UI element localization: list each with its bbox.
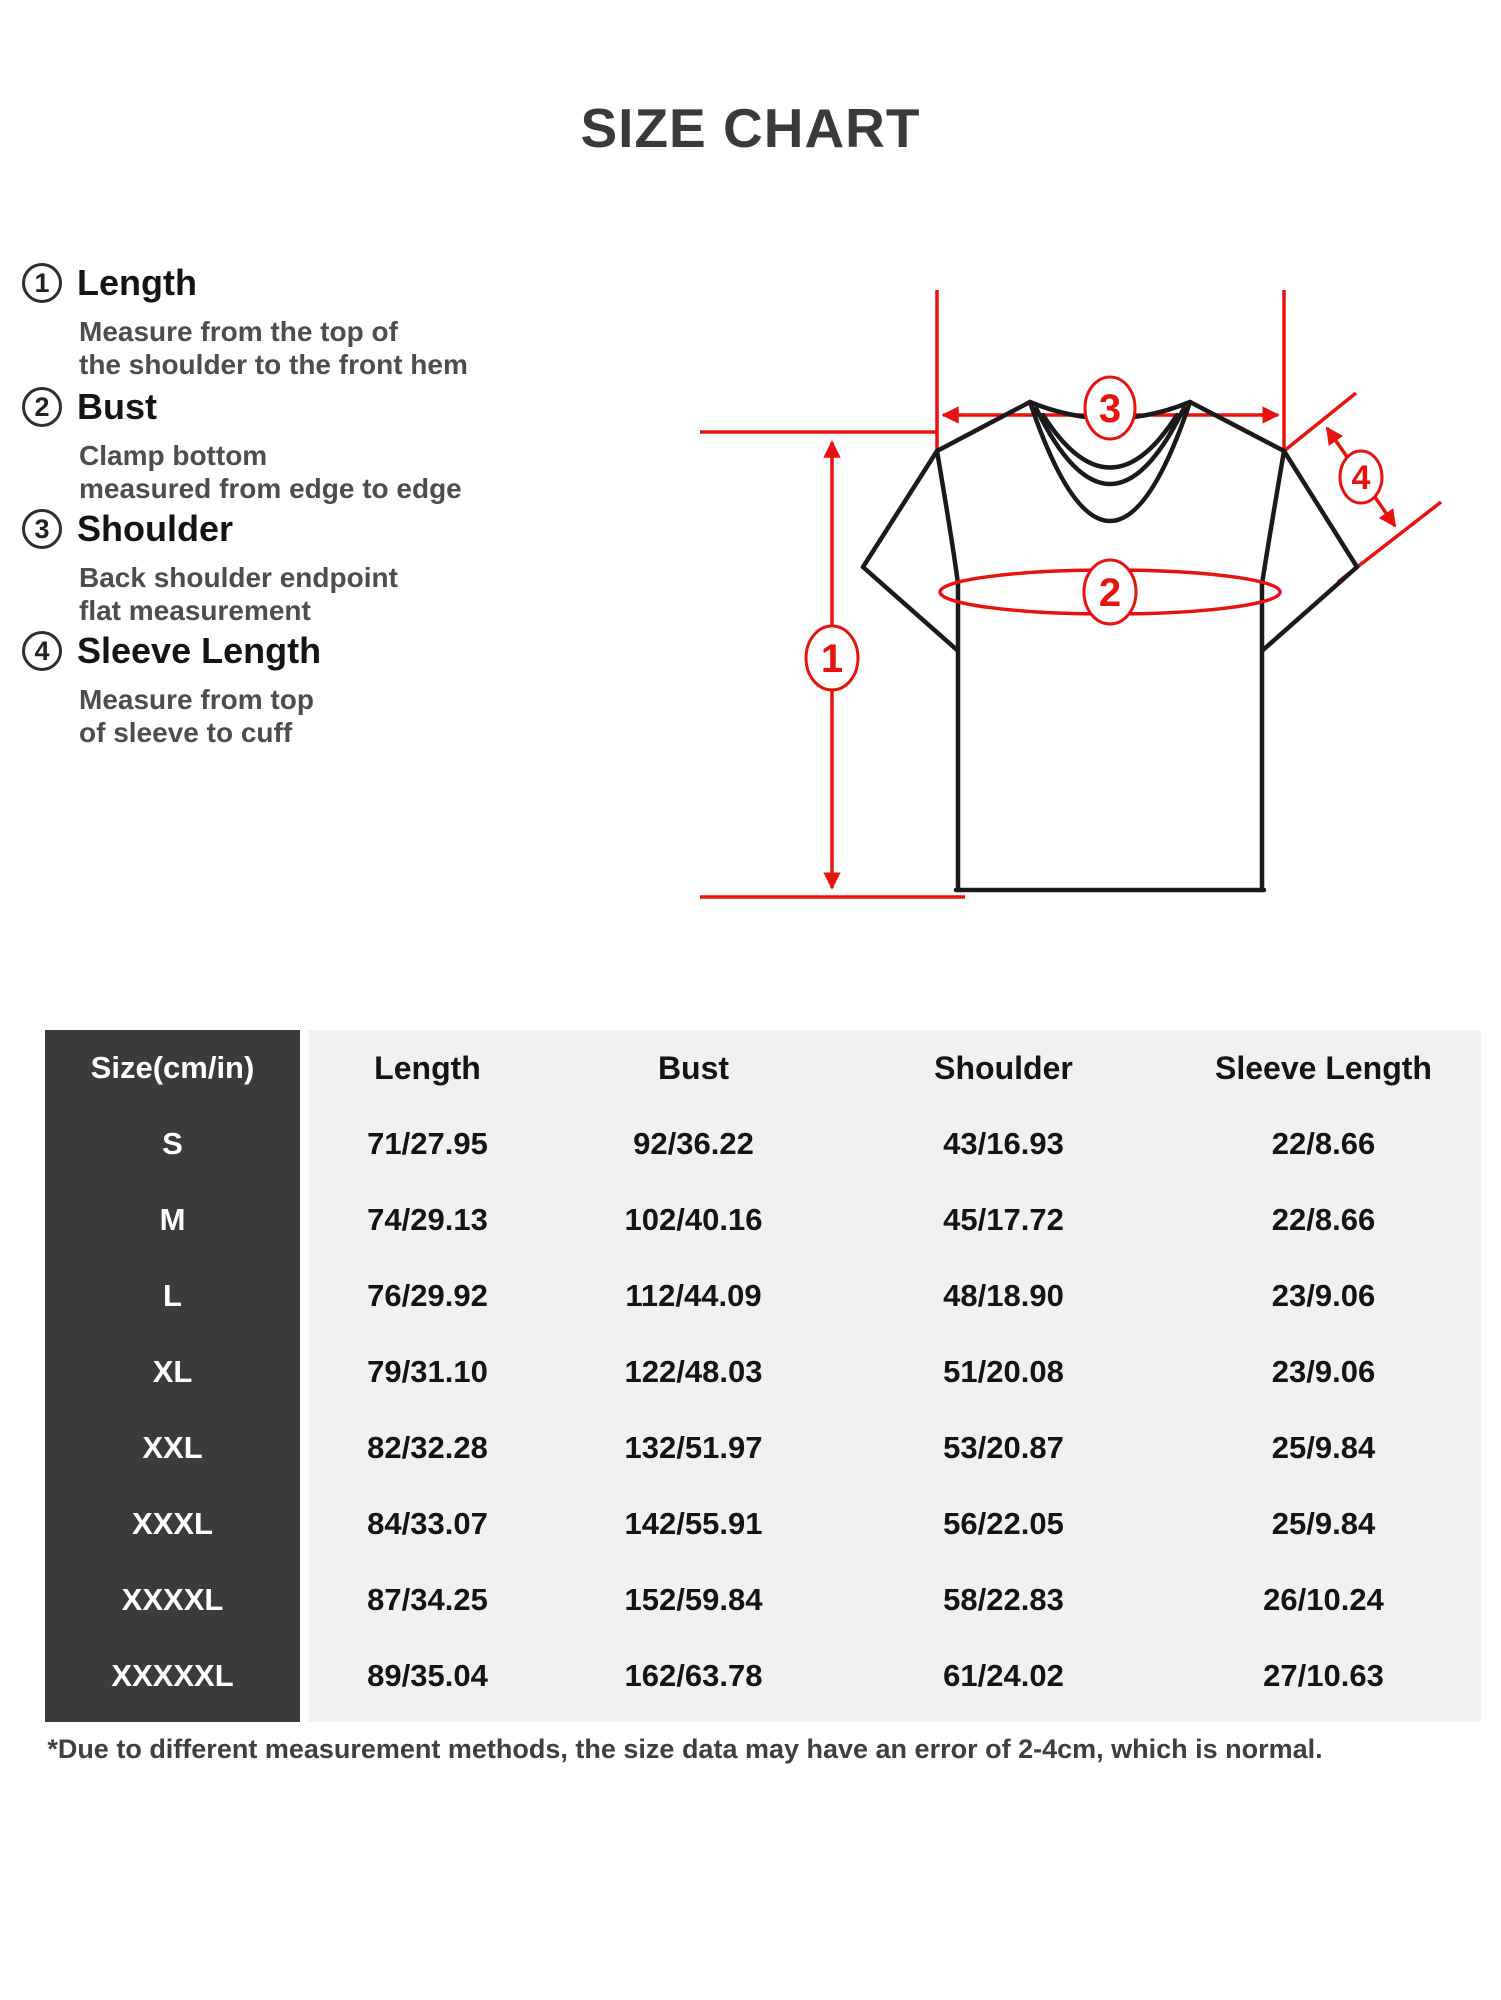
table-value: 79/31.10 [367,1354,488,1389]
table-value: 74/29.13 [367,1202,488,1237]
column-header-shoulder: Shoulder [934,1049,1073,1086]
measure-3-number: 3 [1098,387,1122,431]
table-value: 43/16.93 [943,1126,1064,1161]
tshirt-outline [863,402,1357,890]
number-2-badge: 2 [22,387,62,427]
instruction-desc-line: Measure from top [79,684,314,715]
size-label: XXXXL [121,1582,224,1617]
size-label: XXXL [132,1506,213,1541]
instruction-item-shoulder [22,508,522,627]
instruction-desc-line: flat measurement [79,595,311,626]
table-value: 89/35.04 [367,1658,488,1693]
size-column-header: Size(cm/in) [90,1050,255,1085]
table-value: 51/20.08 [943,1354,1064,1389]
table-value: 23/9.06 [1271,1354,1376,1389]
table-value: 71/27.95 [367,1126,488,1161]
size-table [45,1030,1481,1722]
column-header-sleeve-length: Sleeve Length [1215,1049,1432,1086]
table-value: 45/17.72 [943,1202,1064,1237]
table-value: 162/63.78 [624,1658,763,1693]
measurements-grid [309,1030,1481,1722]
measure-2-number: 2 [1098,571,1122,615]
table-value: 84/33.07 [367,1506,488,1541]
number-3-badge: 3 [22,509,62,549]
instruction-desc-line: of sleeve to cuff [79,717,293,748]
number-1-badge: 1 [22,263,62,303]
table-value: 26/10.24 [1263,1582,1384,1617]
sleeve-extension-line-upper [1284,393,1356,451]
size-label: L [163,1278,182,1313]
measure-badges [806,377,1382,690]
size-label: M [159,1202,186,1237]
table-value: 22/8.66 [1271,1126,1376,1161]
table-value: 27/10.63 [1263,1658,1384,1693]
table-value: 58/22.83 [943,1582,1064,1617]
instruction-desc-line: measured from edge to edge [79,473,462,504]
table-column-gap [300,1030,309,1722]
size-column [45,1030,300,1722]
size-label: XL [152,1354,193,1389]
table-value: 25/9.84 [1271,1430,1376,1465]
table-value: 102/40.16 [624,1202,763,1237]
table-value: 92/36.22 [633,1126,754,1161]
table-value: 132/51.97 [624,1430,763,1465]
column-header-length: Length [374,1049,481,1086]
size-label: XXXXXL [111,1658,234,1693]
instruction-item-bust [22,386,522,505]
table-value: 22/8.66 [1271,1202,1376,1237]
table-value: 25/9.84 [1271,1506,1376,1541]
instruction-label-sleeve-length: Sleeve Length [77,630,322,671]
measure-4-number: 4 [1351,459,1371,497]
table-value: 48/18.90 [943,1278,1064,1313]
table-value: 82/32.28 [367,1430,488,1465]
instruction-label-length: Length [77,262,197,303]
instruction-item-sleeve-length [22,630,522,749]
measurement-disclaimer: *Due to different measurement methods, the size data may have an error of 2-4cm, which is normal. [47,1734,1323,1764]
table-value: 53/20.87 [943,1430,1064,1465]
page-title: SIZE CHART [580,97,921,159]
table-value: 112/44.09 [625,1278,762,1313]
column-header-bust: Bust [657,1049,730,1086]
table-value: 87/34.25 [367,1582,488,1617]
measure-1-number: 1 [820,637,844,681]
instruction-desc-line: Measure from the top of [79,316,398,347]
instruction-desc-line: Clamp bottom [79,440,268,471]
instruction-label-shoulder: Shoulder [77,508,234,549]
table-value: 23/9.06 [1271,1278,1376,1313]
instruction-label-bust: Bust [77,386,157,427]
table-value: 122/48.03 [624,1354,763,1389]
table-value: 76/29.92 [367,1278,488,1313]
instruction-desc-line: the shoulder to the front hem [79,349,468,380]
table-value: 61/24.02 [943,1658,1064,1693]
instruction-desc-line: Back shoulder endpoint [79,562,398,593]
table-value: 56/22.05 [943,1506,1064,1541]
instruction-item-length [22,262,522,381]
table-value: 152/59.84 [624,1582,763,1617]
number-4-badge: 4 [22,631,62,671]
size-label: XXL [142,1430,203,1465]
size-label: S [162,1126,183,1161]
table-value: 142/55.91 [624,1506,763,1541]
tshirt-measurement-diagram [680,235,1470,915]
